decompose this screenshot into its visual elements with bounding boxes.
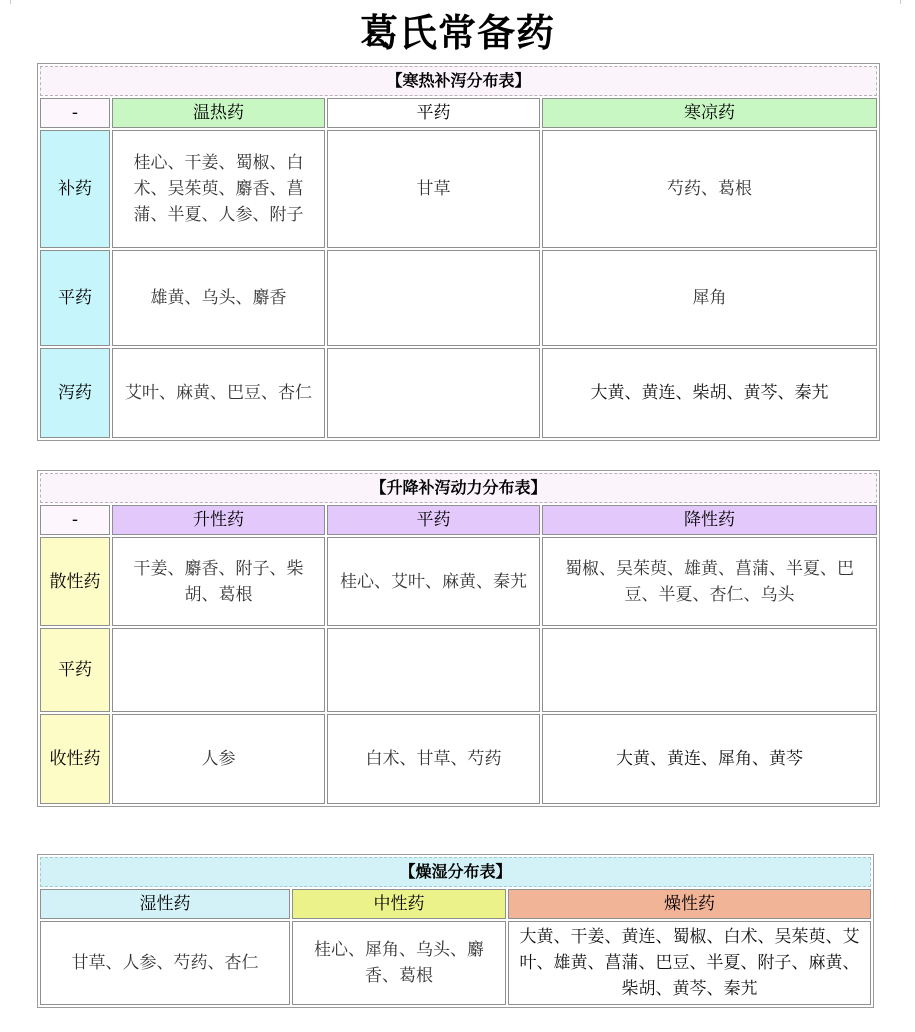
row-header: 散性药	[40, 537, 110, 626]
table-cell: 人参	[112, 714, 325, 804]
column-header-neutral: 中性药	[292, 889, 506, 919]
table-cell	[327, 250, 540, 346]
table-cell: 桂心、犀角、乌头、麝香、葛根	[292, 921, 506, 1005]
column-header-wet: 湿性药	[40, 889, 290, 919]
table-cell: 桂心、艾叶、麻黄、秦艽	[327, 537, 540, 626]
table-cell	[112, 628, 325, 712]
page-title: 葛氏常备药	[359, 11, 555, 55]
table-cell	[327, 348, 540, 438]
table-cell: 艾叶、麻黄、巴豆、杏仁	[112, 348, 325, 438]
column-header-falling: 降性药	[542, 505, 877, 535]
column-header-neutral: 平药	[327, 98, 540, 128]
corner-cell: -	[40, 98, 110, 128]
row-header: 收性药	[40, 714, 110, 804]
table-cell	[327, 628, 540, 712]
table-row	[40, 348, 877, 438]
table-cell: 芍药、葛根	[542, 130, 877, 248]
row-header: 补药	[40, 130, 110, 248]
table-row	[40, 628, 877, 712]
table-cell: 甘草、人参、芍药、杏仁	[40, 921, 290, 1005]
table-cell	[542, 628, 877, 712]
corner-cell: -	[40, 505, 110, 535]
table-cell: 干姜、麝香、附子、柴胡、葛根	[112, 537, 325, 626]
column-header-rising: 升性药	[112, 505, 325, 535]
table-cell: 大黄、干姜、黄连、蜀椒、白术、吴茱萸、艾叶、雄黄、菖蒲、巴豆、半夏、附子、麻黄、柴胡、黄芩、秦艽	[508, 921, 871, 1005]
table-cell: 大黄、黄连、犀角、黄芩	[542, 714, 877, 804]
row-header: 平药	[40, 250, 110, 346]
column-header-dry: 燥性药	[508, 889, 871, 919]
window-corner-right	[900, 0, 911, 4]
table-row	[40, 921, 871, 1005]
row-header: 泻药	[40, 348, 110, 438]
table-cell: 大黄、黄连、柴胡、黄芩、秦艽	[542, 348, 877, 438]
table-cell: 白术、甘草、芍药	[327, 714, 540, 804]
table-cell: 蜀椒、吴茱萸、雄黄、菖蒲、半夏、巴豆、半夏、杏仁、乌头	[542, 537, 877, 626]
table-cell: 犀角	[542, 250, 877, 346]
dry-wet-table	[37, 854, 874, 1008]
cold-heat-table	[37, 63, 880, 441]
rise-fall-table	[37, 470, 880, 807]
table-caption: 【升降补泻动力分布表】	[40, 473, 877, 503]
table-cell: 雄黄、乌头、麝香	[112, 250, 325, 346]
window-corner-left	[0, 0, 11, 4]
table-row	[40, 130, 877, 248]
table-cell: 桂心、干姜、蜀椒、白术、吴茱萸、麝香、菖蒲、半夏、人参、附子	[112, 130, 325, 248]
table-caption: 【燥湿分布表】	[40, 857, 871, 887]
column-header-warm: 温热药	[112, 98, 325, 128]
table-row	[40, 250, 877, 346]
table-caption: 【寒热补泻分布表】	[40, 66, 877, 96]
table-cell: 甘草	[327, 130, 540, 248]
table-row	[40, 714, 877, 804]
row-header: 平药	[40, 628, 110, 712]
table-row	[40, 537, 877, 626]
column-header-neutral: 平药	[327, 505, 540, 535]
column-header-cold: 寒凉药	[542, 98, 877, 128]
